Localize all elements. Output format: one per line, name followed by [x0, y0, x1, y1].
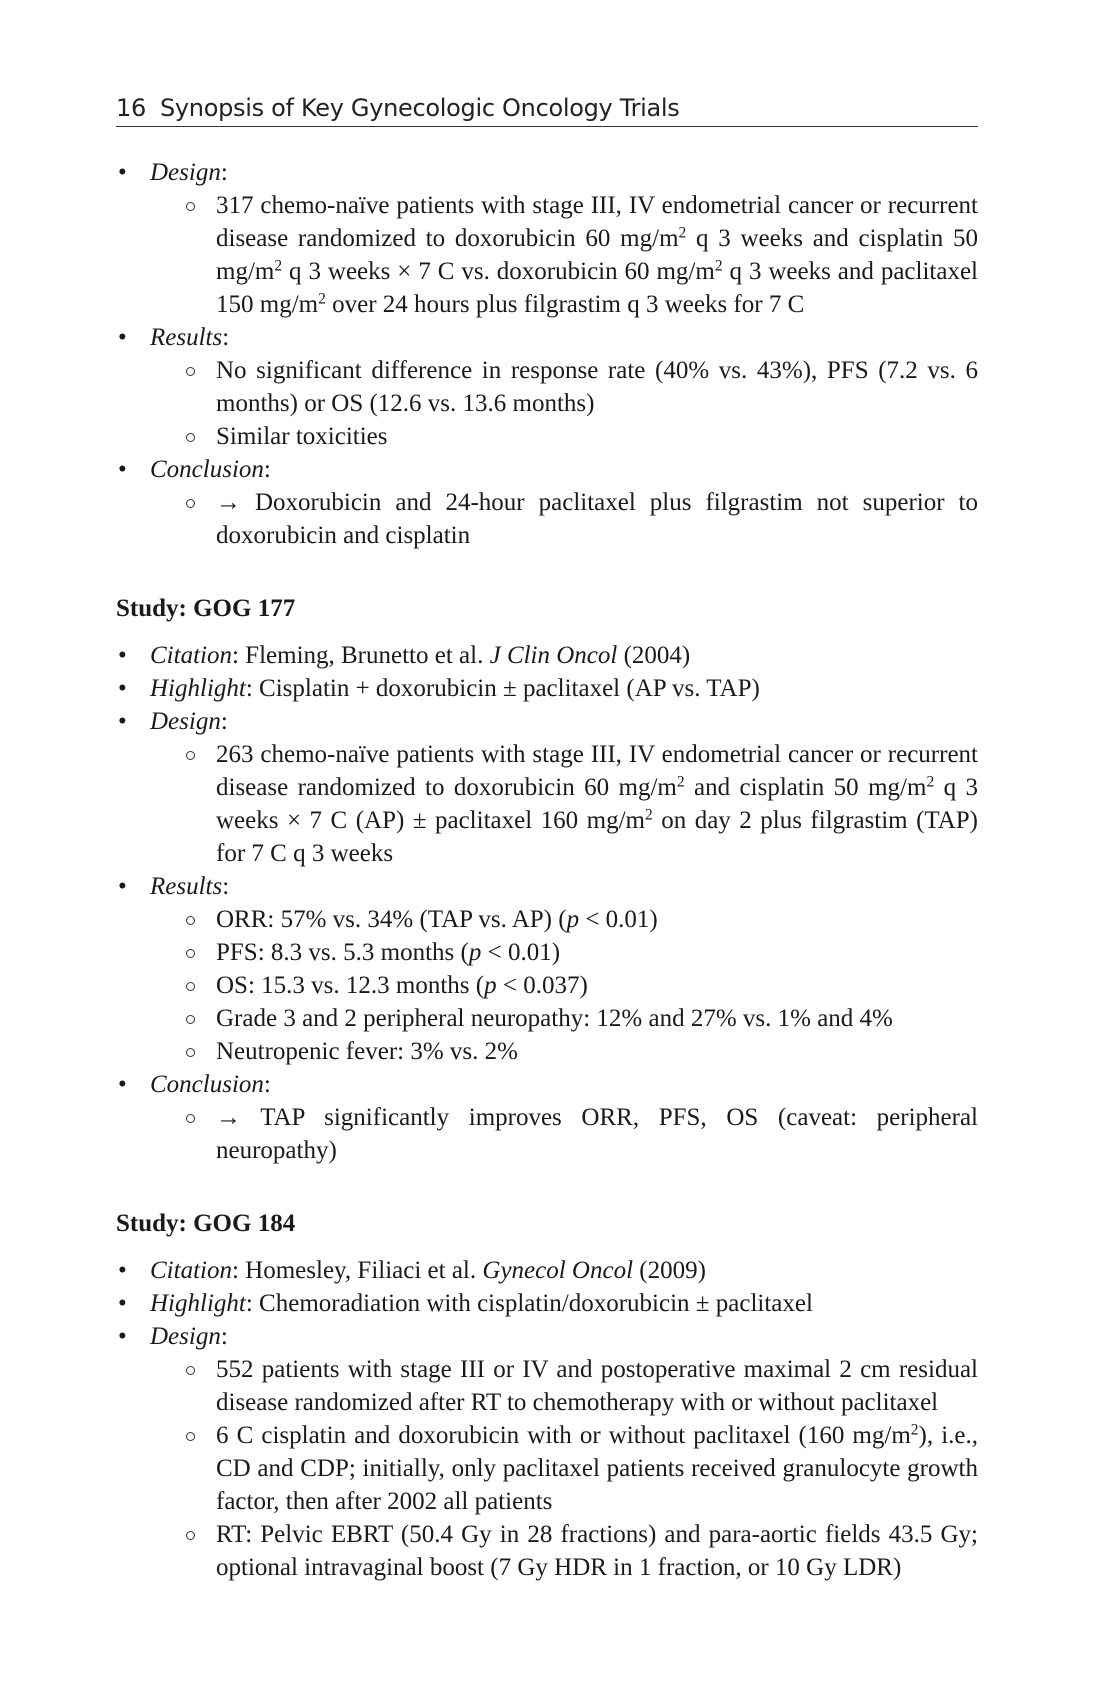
citation-label: Citation: [150, 642, 232, 669]
design-item: 6 C cisplatin and doxorubicin with or without paclitaxel (160 $mg/m^2$), i.e., CD and CDP; initially, only paclitaxel patients received granulocyte growth factor, then after 2002 all patients: [150, 1419, 978, 1518]
result-item: Similar toxicities: [150, 420, 978, 453]
result-item: Neutropenic fever: 3% vs. 2%: [150, 1035, 978, 1068]
results-bullet: • Results: No significant difference in response rate (40% vs. 43%), PFS (7.2 vs. 6 months) or OS (12.6 vs. 13.6 months) Similar toxicities: [116, 321, 978, 453]
design-item: 317 chemo-naïve patients with stage III, IV endometrial cancer or recurrent disease randomized to doxorubicin 60 $mg/m^2$ q 3 weeks and cisplatin 50 $mg/m^2$ q 3 weeks × 7 C vs. doxorubicin 60 $mg/m^2$ q 3 weeks and paclitaxel 150 $mg/m^2$ over 24 hours plus filgrastim q 3 weeks for 7 C: [150, 189, 978, 321]
sub-list: [150, 486, 978, 552]
result-item: OS: 15.3 vs. 12.3 months (p < 0.037): [150, 969, 978, 1002]
page-body: [116, 156, 978, 1624]
conclusion-item: → Doxorubicin and 24-hour paclitaxel plus filgrastim not superior to doxorubicin and cisplatin: [150, 486, 978, 552]
citation-year: (2009): [639, 1257, 706, 1284]
highlight-label: Highlight: [150, 1290, 246, 1317]
design-bullet: • Design: 552 patients with stage III or IV and postoperative maximal 2 cm residual disease randomized after RT to chemotherapy with or without paclitaxel 6 C cisplatin and doxorubicin with or without paclitaxel (160 $mg/m^2$), i.e., CD and CDP; initially, only paclitaxel patients received granulocyte growth factor, then after 2002 all patients RT: Pelvic EBRT (50.4 Gy in 28 fractions) and para-aortic fields 43.5 Gy; optional intravaginal boost (7 Gy HDR in 1 fraction, or 10 Gy LDR): [116, 1320, 978, 1584]
conclusion-label: Conclusion: [150, 456, 264, 483]
sub-list: [150, 738, 978, 870]
citation-journal: J Clin Oncol: [489, 642, 618, 669]
citation-year: (2004): [623, 642, 691, 669]
highlight-text: Chemoradiation with cisplatin/doxorubicin ± paclitaxel: [259, 1290, 813, 1317]
design-bullet: • Design: 317 chemo-naïve patients with stage III, IV endometrial cancer or recurrent disease randomized to doxorubicin 60 $mg/m^2$ q 3 weeks and cisplatin 50 $mg/m^2$ q 3 weeks × 7 C vs. doxorubicin 60 $mg/m^2$ q 3 weeks and paclitaxel 150 $mg/m^2$ over 24 hours plus filgrastim q 3 weeks for 7 C: [116, 156, 978, 321]
results-bullet: • Results: ORR: 57% vs. 34% (TAP vs. AP) (p < 0.01) PFS: 8.3 vs. 5.3 months (p < 0.01) OS: 15.3 vs. 12.3 months (p < 0.037) Grade 3 and 2 peripheral neuropathy: 12% and 27% vs. 1% and 4% Neutropenic fever: 3% vs. 2%: [116, 870, 978, 1068]
design-item: 263 chemo-naïve patients with stage III, IV endometrial cancer or recurrent disease randomized to doxorubicin 60 $mg/m^2$ and cisplatin 50 $mg/m^2$ q 3 weeks × 7 C (AP) ± paclitaxel 160 $mg/m^2$ on day 2 plus filgrastim (TAP) for 7 C q 3 weeks: [150, 738, 978, 870]
design-label: Design: [150, 159, 221, 186]
citation-label: Citation: [150, 1257, 232, 1284]
citation-authors: Homesley, Filiaci et al.: [245, 1257, 477, 1284]
highlight-label: Highlight: [150, 675, 246, 702]
conclusion-item: → TAP significantly improves ORR, PFS, OS (caveat: peripheral neuropathy): [150, 1101, 978, 1167]
result-item: No significant difference in response rate (40% vs. 43%), PFS (7.2 vs. 6 months) or OS (12.6 vs. 13.6 months): [150, 354, 978, 420]
conclusion-bullet: • Conclusion: → TAP significantly improves ORR, PFS, OS (caveat: peripheral neuropathy): [116, 1068, 978, 1167]
bullet-list: [116, 156, 978, 552]
result-item: Grade 3 and 2 peripheral neuropathy: 12% and 27% vs. 1% and 4%: [150, 1002, 978, 1035]
highlight-text: Cisplatin + doxorubicin ± paclitaxel (AP vs. TAP): [259, 675, 760, 702]
citation-bullet: • Citation: Fleming, Brunetto et al. J Clin Oncol (2004): [116, 639, 978, 672]
running-title: Synopsis of Key Gynecologic Oncology Trials: [159, 94, 680, 122]
bullet-list: [116, 639, 978, 1167]
bullet-list: [116, 1254, 978, 1584]
sub-list: [150, 903, 978, 1068]
study-gog-184: [116, 1207, 978, 1584]
sub-list: [150, 189, 978, 321]
study-title: Study: GOG 184: [116, 1210, 296, 1237]
design-label: Design: [150, 708, 221, 735]
conclusion-label: Conclusion: [150, 1071, 264, 1098]
citation-bullet: • Citation: Homesley, Filiaci et al. Gynecol Oncol (2009): [116, 1254, 978, 1287]
citation-journal: Gynecol Oncol: [482, 1257, 634, 1284]
result-item: PFS: 8.3 vs. 5.3 months (p < 0.01): [150, 936, 978, 969]
result-item: ORR: 57% vs. 34% (TAP vs. AP) (p < 0.01): [150, 903, 978, 936]
study-continued: [116, 156, 978, 552]
running-header: [116, 94, 978, 127]
sub-list: [150, 1101, 978, 1167]
highlight-bullet: • Highlight: Chemoradiation with cisplatin/doxorubicin ± paclitaxel: [116, 1287, 978, 1320]
page-number: 16: [116, 94, 146, 122]
citation-authors: Fleming, Brunetto et al.: [245, 642, 484, 669]
study-gog-177: [116, 592, 978, 1167]
design-item: RT: Pelvic EBRT (50.4 Gy in 28 fractions) and para-aortic fields 43.5 Gy; optional intravaginal boost (7 Gy HDR in 1 fraction, or 10 Gy LDR): [150, 1518, 978, 1584]
results-label: Results: [150, 873, 223, 900]
study-title: Study: GOG 177: [116, 595, 296, 622]
design-label: Design: [150, 1323, 221, 1350]
sub-list: [150, 1353, 978, 1584]
highlight-bullet: • Highlight: Cisplatin + doxorubicin ± paclitaxel (AP vs. TAP): [116, 672, 978, 705]
conclusion-bullet: • Conclusion: → Doxorubicin and 24-hour paclitaxel plus filgrastim not superior to doxorubicin and cisplatin: [116, 453, 978, 552]
results-label: Results: [150, 324, 223, 351]
design-item: 552 patients with stage III or IV and postoperative maximal 2 cm residual disease randomized after RT to chemotherapy with or without paclitaxel: [150, 1353, 978, 1419]
sub-list: [150, 354, 978, 453]
design-bullet: • Design: 263 chemo-naïve patients with stage III, IV endometrial cancer or recurrent disease randomized to doxorubicin 60 $mg/m^2$ and cisplatin 50 $mg/m^2$ q 3 weeks × 7 C (AP) ± paclitaxel 160 $mg/m^2$ on day 2 plus filgrastim (TAP) for 7 C q 3 weeks: [116, 705, 978, 870]
